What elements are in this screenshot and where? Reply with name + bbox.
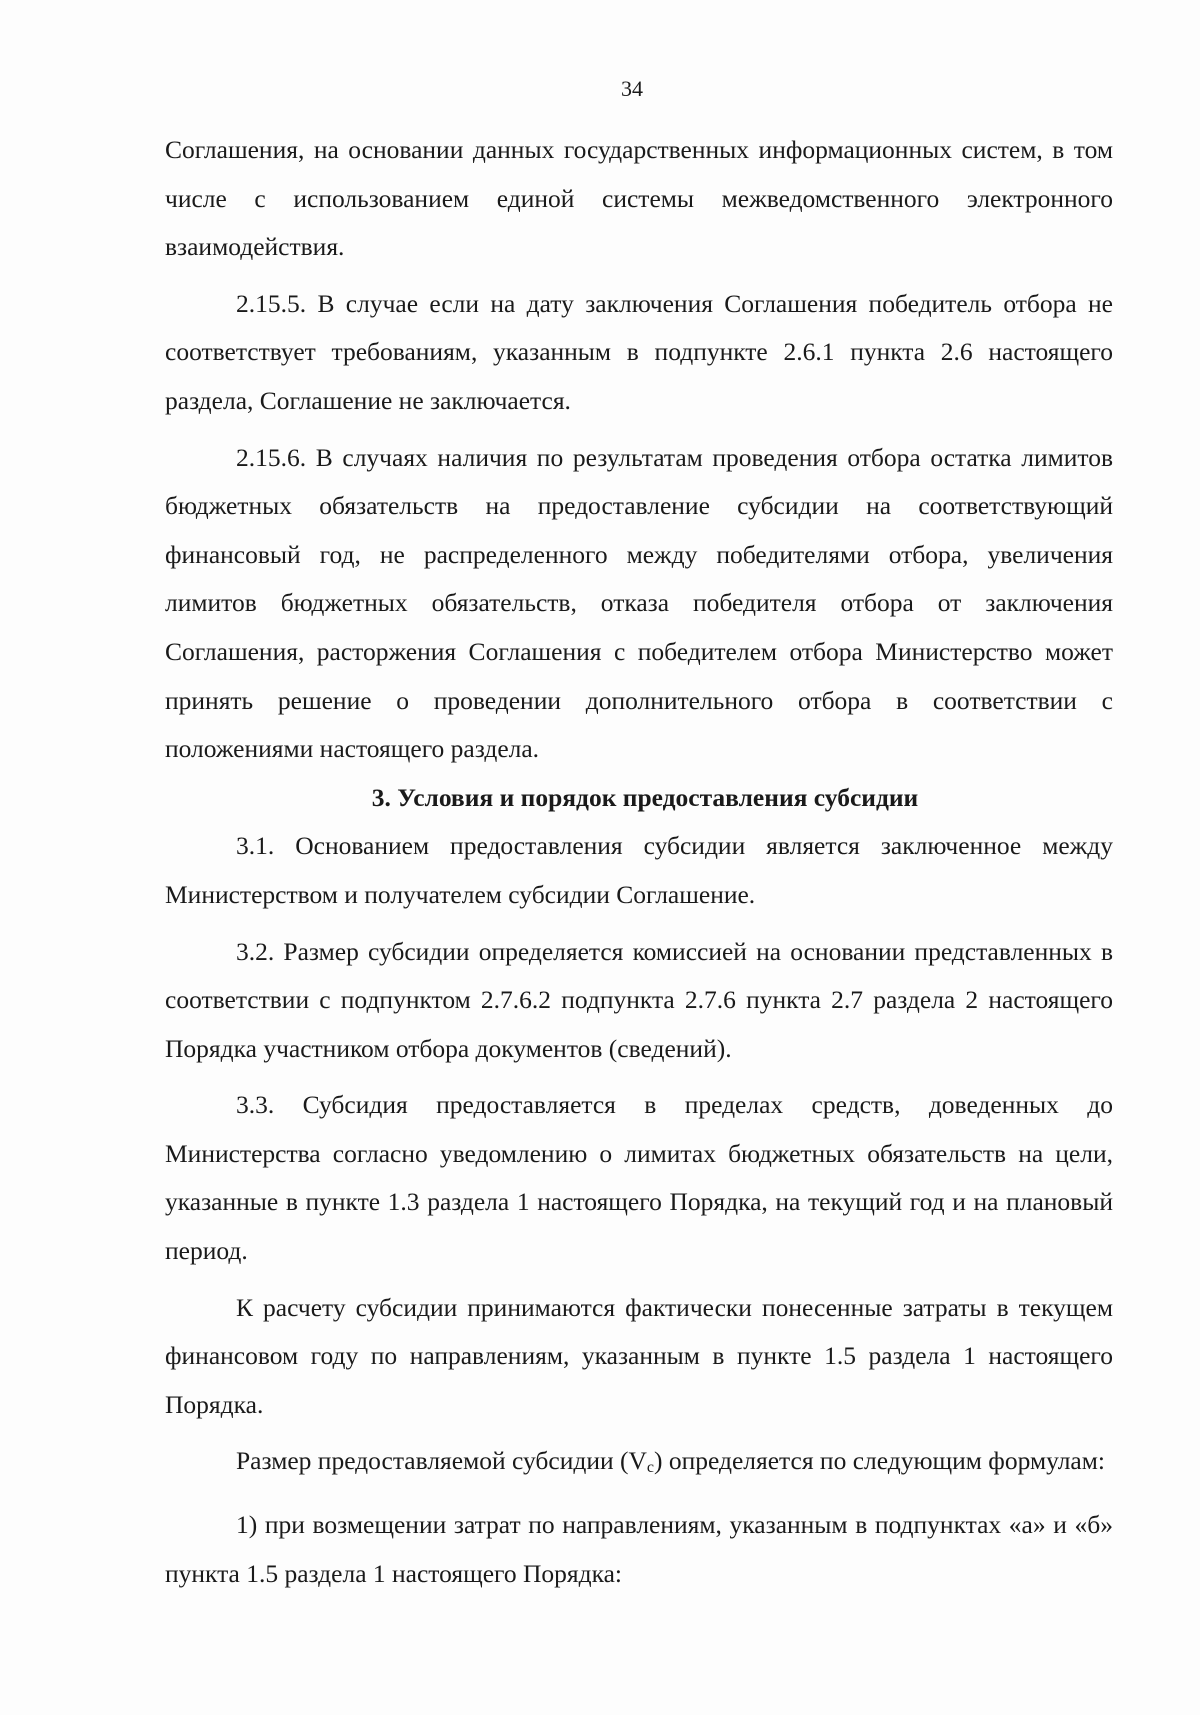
document-body [165, 126, 1113, 1598]
paragraph-subsidy-size [165, 1437, 1113, 1493]
paragraph-item-1: 1) при возмещении затрат по направлениям, указанным в подпунктах «а» и «б» пункта 1.5 раздела 1 настоящего Порядка: [165, 1510, 1113, 1588]
paragraph-continuation: Соглашения, на основании данных государственных информационных систем, в том числе с использованием единой системы межведомственного электронного взаимодействия. [165, 135, 1113, 262]
subsidy-symbol-subscript: c [646, 1459, 654, 1477]
section-heading: 3. Условия и порядок предоставления субсидии [371, 782, 919, 812]
paragraph-2-15-5: 2.15.5. В случае если на дату заключения Соглашения победитель отбора не соответствует требованиям, указанным в подпункте 2.6.1 пункта 2.6 настоящего раздела, Соглашение не заключается. [165, 288, 1113, 415]
paragraph-2-15-6: 2.15.6. В случаях наличия по результатам проведения отбора остатка лимитов бюджетных обязательств на предоставление субсидии на соответствующий финансовый год, не распределенного между победителями отбора, увеличения лимитов бюджетных обязательств, отказа победителя отбора от заключения Соглашения, расторжения Соглашения с победителем отбора Министерство может принять решение о проведении дополнительного отбора в соответствии с положениями настоящего раздела. [165, 442, 1113, 764]
page-number: 34 [621, 76, 643, 101]
paragraph-3-2: 3.2. Размер субсидии определяется комиссией на основании представленных в соответствии с подпунктом 2.7.6.2 подпункта 2.7.6 пункта 2.7 раздела 2 настоящего Порядка участником отбора документов (сведений). [165, 936, 1113, 1063]
paragraph-3-1: 3.1. Основанием предоставления субсидии является заключенное между Министерством и получателем субсидии Соглашение. [165, 831, 1113, 909]
paragraph-3-3: 3.3. Субсидия предоставляется в пределах средств, доведенных до Министерства согласно уведомлению о лимитах бюджетных обязательств на цели, указанные в пункте 1.3 раздела 1 настоящего Порядка, на текущий год и на плановый период. [165, 1090, 1113, 1266]
paragraph-expenses: К расчету субсидии принимаются фактически понесенные затраты в текущем финансовом году по направлениям, указанным в пункте 1.5 раздела 1 настоящего Порядка. [165, 1292, 1113, 1419]
subsidy-size-text-end: ) определяется по следующим формулам: [654, 1446, 1105, 1476]
subsidy-size-text-start: Размер предоставляемой субсидии (V [236, 1446, 647, 1476]
